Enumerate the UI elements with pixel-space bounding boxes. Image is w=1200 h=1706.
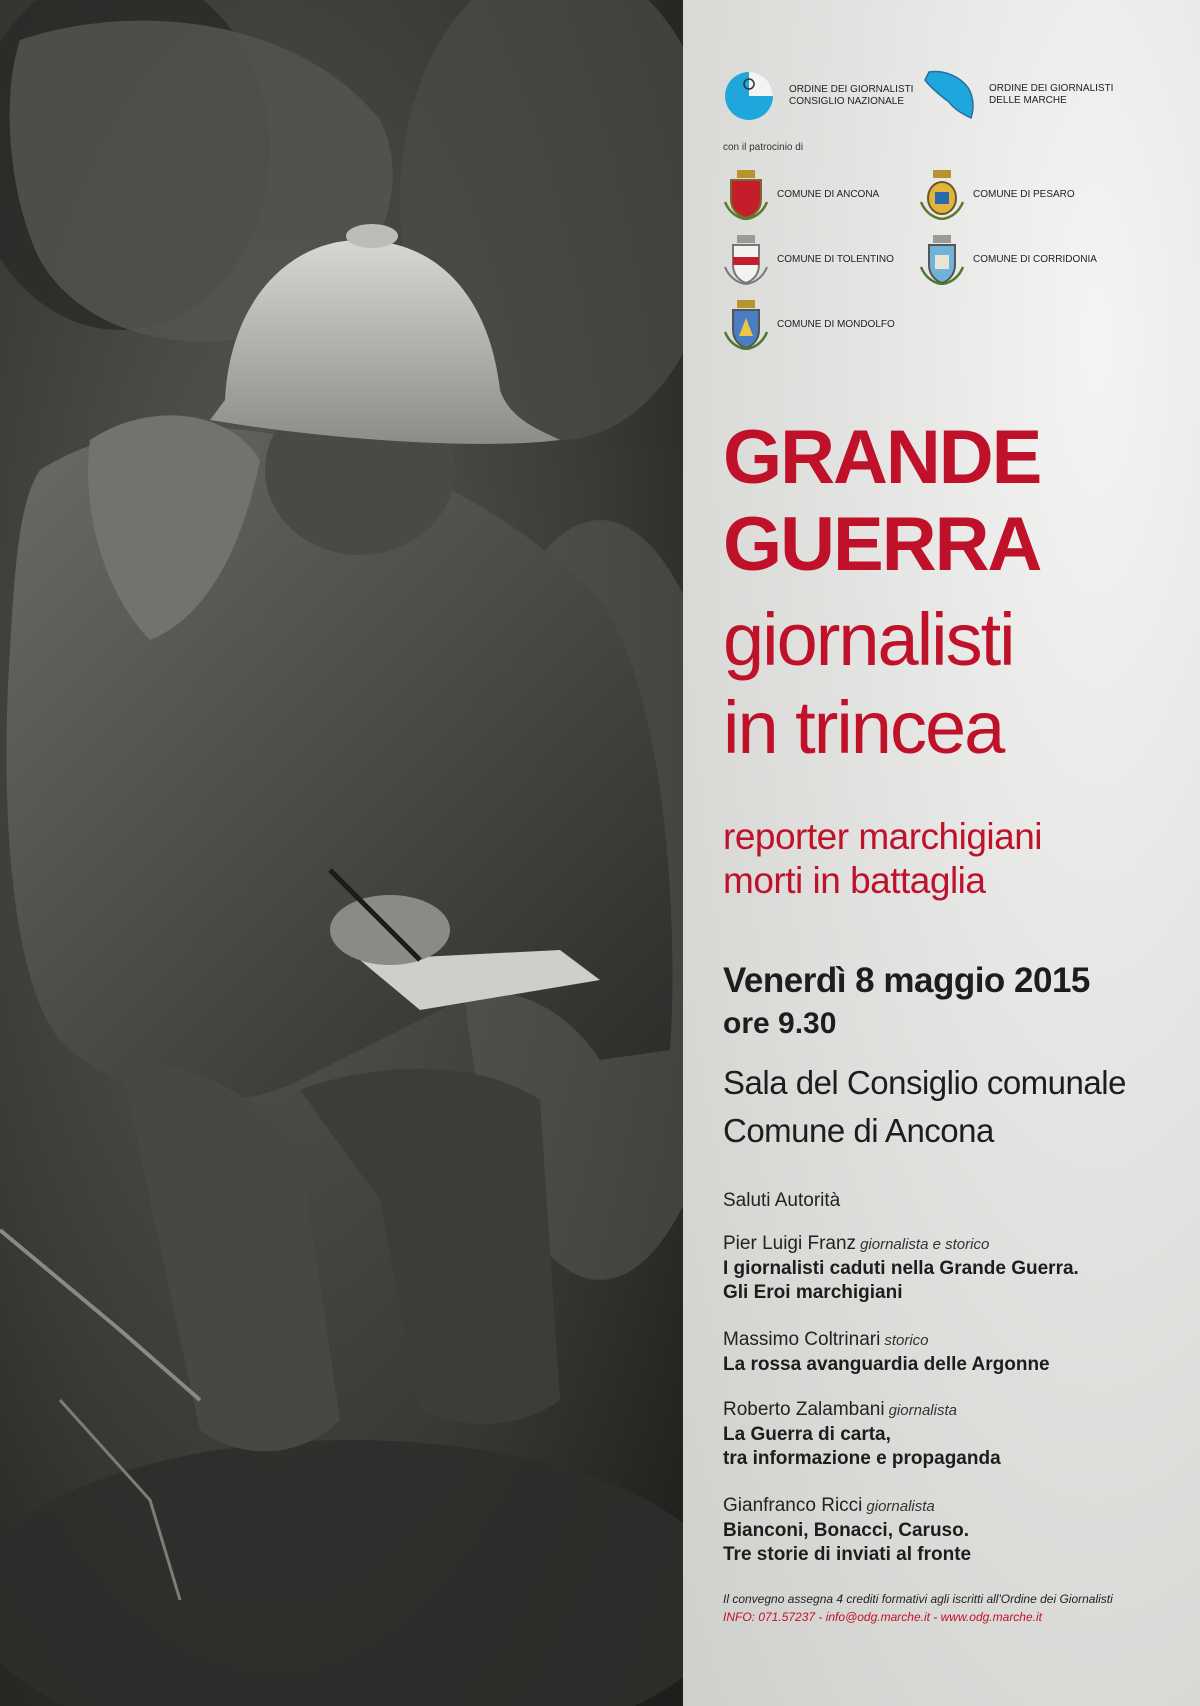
org2-line2: DELLE MARCHE: [989, 95, 1067, 106]
event-venue: Sala del Consiglio comunale: [723, 1064, 1126, 1101]
talk-title: tra informazione e propaganda: [723, 1448, 1001, 1469]
patron-label: COMUNE DI ANCONA: [777, 188, 880, 200]
subtitle-line2: morti in battaglia: [723, 860, 986, 901]
speaker-item: [723, 1328, 1183, 1377]
patron-label: COMUNE DI TOLENTINO: [777, 253, 894, 265]
talk-title: I giornalisti caduti nella Grande Guerra.: [723, 1258, 1079, 1279]
patron-label: COMUNE DI CORRIDONIA: [973, 253, 1097, 265]
org1-line1: ORDINE DEI GIORNALISTI: [789, 84, 914, 95]
speaker-item: [723, 1398, 1183, 1471]
info-panel: [683, 0, 1200, 1706]
patron-ancona: [723, 168, 879, 220]
pesaro-crest-icon: [919, 168, 965, 220]
speaker-role: giornalista e storico: [860, 1236, 990, 1253]
speaker-name: Pier Luigi Franz: [723, 1233, 857, 1254]
patron-corridonia: [919, 233, 1097, 285]
title-line2: GUERRA: [723, 502, 1041, 587]
patron-mondolfo: [723, 298, 895, 350]
marche-map-logo-icon: [921, 66, 979, 124]
speaker-name: Massimo Coltrinari: [723, 1329, 881, 1350]
org1-line2: CONSIGLIO NAZIONALE: [789, 96, 905, 107]
title-line1: GRANDE: [723, 415, 1041, 500]
event-time: ore 9.30: [723, 1007, 837, 1040]
corridonia-crest-icon: [919, 233, 965, 285]
program-saluti: Saluti Autorità: [723, 1190, 841, 1211]
talk-title: La rossa avanguardia delle Argonne: [723, 1354, 1050, 1375]
tolentino-crest-icon: [723, 233, 769, 285]
event-venue-city: Comune di Ancona: [723, 1112, 994, 1149]
patron-label: COMUNE DI MONDOLFO: [777, 318, 895, 330]
speaker-role: giornalista: [888, 1402, 957, 1419]
org2-line1: ORDINE DEI GIORNALISTI: [989, 83, 1114, 94]
speaker-name: Gianfranco Ricci: [723, 1495, 863, 1516]
patrocinio-label: con il patrocinio di: [723, 142, 804, 153]
odg-circle-logo-icon: [723, 70, 775, 122]
mondolfo-crest-icon: [723, 298, 769, 350]
talk-title: Bianconi, Bonacci, Caruso.: [723, 1520, 969, 1541]
title-line4: in trincea: [723, 686, 1004, 769]
talk-title: La Guerra di carta,: [723, 1424, 891, 1445]
patron-tolentino: [723, 233, 894, 285]
logo-odg-marche: [921, 66, 1113, 124]
speaker-role: storico: [884, 1332, 929, 1349]
event-date: Venerdì 8 maggio 2015: [723, 961, 1090, 1000]
patron-pesaro: [919, 168, 1075, 220]
talk-title: Gli Eroi marchigiani: [723, 1282, 903, 1303]
speaker-role: giornalista: [866, 1498, 935, 1515]
speaker-item: [723, 1232, 1183, 1305]
speaker-item: [723, 1494, 1183, 1567]
credits-note: Il convegno assegna 4 crediti formativi agli iscritti all'Ordine dei Giornalisti: [723, 1592, 1113, 1606]
subtitle-line1: reporter marchigiani: [723, 816, 1043, 857]
logo-odg-nazionale: [723, 70, 913, 122]
contact-info: INFO: 071.57237 - info@odg.marche.it - www.odg.marche.it: [723, 1610, 1042, 1624]
patron-label: COMUNE DI PESARO: [973, 188, 1075, 200]
title-line3: giornalisti: [723, 598, 1014, 681]
talk-title: Tre storie di inviati al fronte: [723, 1544, 972, 1565]
speaker-name: Roberto Zalambani: [723, 1399, 885, 1420]
ancona-crest-icon: [723, 168, 769, 220]
